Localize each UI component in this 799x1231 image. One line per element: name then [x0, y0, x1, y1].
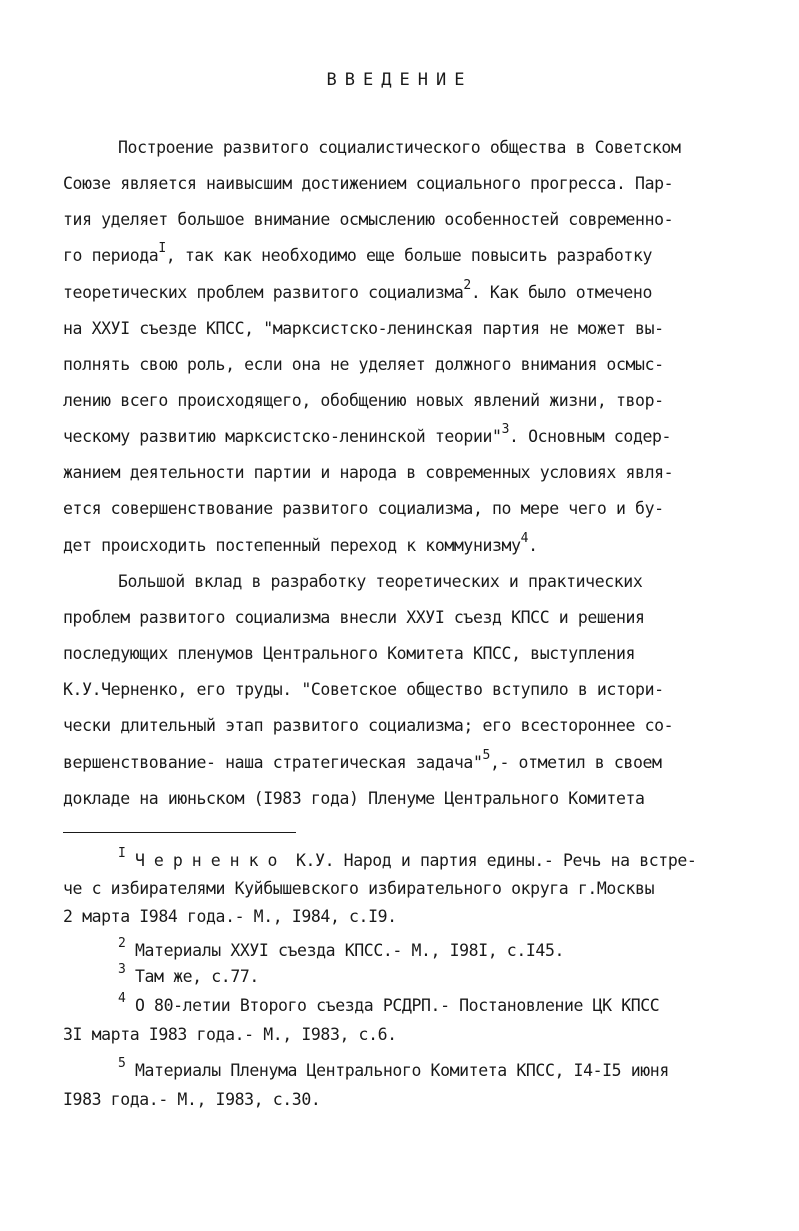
text-line: жанием деятельности партии и народа в современных условиях явля-	[63, 463, 674, 482]
footnote-1-line: 2 марта I984 года.- М., I984, с.I9.	[63, 907, 397, 926]
text-line: ется совершенствование развитого социализма, по мере чего и бу-	[63, 499, 664, 518]
footnote-ref: I	[158, 241, 166, 256]
footnote-ref: 4	[520, 531, 529, 546]
text-line: докладе на июньском (I983 года) Пленуме Центрального Комитета	[63, 789, 645, 808]
footnote-5-line: I983 года.- М., I983, с.30.	[63, 1090, 321, 1109]
text-line: чески длительный этап развитого социализма; его всестороннее со-	[63, 716, 674, 735]
footnote-1-line: че с избирателями Куйбышевского избирательного округа г.Москвы	[63, 879, 655, 898]
footnote-mark: 3	[118, 962, 126, 977]
text-line: Построение развитого социалистического общества в Советском	[118, 138, 681, 157]
footnote-5: $^5$ Материалы Пленума Центрального Комитета КПСС, I4-I5 июня	[118, 1056, 669, 1080]
text-line: го периода$^I$, так как необходимо еще больше повысить разработку	[63, 241, 653, 265]
text-line: вершенствование- наша стратегическая задача"$^5$,- отметил в своем	[63, 748, 662, 772]
footnote-ref: 3	[501, 422, 509, 437]
footnote-mark: 5	[118, 1056, 126, 1071]
text-line: на XXУI съезде КПСС, "марксистско-ленинская партия не может вы-	[63, 319, 664, 338]
text-line: полнять свою роль, если она не уделяет должного внимания осмыс-	[63, 355, 664, 374]
footnote-2: $^2$ Материалы XXУI съезда КПСС.- М., I98I, с.I45.	[118, 936, 565, 960]
footnote-4-line: 3I марта I983 года.- М., I983, с.6.	[63, 1025, 397, 1044]
footnote-mark: 4	[118, 991, 126, 1006]
page-title: ВВЕДЕНИЕ	[326, 70, 473, 90]
footnote-mark: 2	[118, 936, 126, 951]
footnote-author: Черненко	[134, 851, 287, 870]
text-line: тия уделяет большое внимание осмыслению особенностей современно-	[63, 210, 674, 229]
text-line: теоретических проблем развитого социализма$^2$. Как было отмечено	[63, 278, 653, 302]
text-line: дет происходить постепенный переход к коммунизму$^4$.	[63, 531, 538, 555]
text-line: Большой вклад в разработку теоретических и практических	[118, 572, 643, 591]
footnote-3: $^3$ Там же, с.77.	[118, 962, 259, 986]
footnote-1: $^I$ Черненко К.У. Народ и партия едины.- Речь на встре-	[118, 846, 697, 870]
footnote-4: $^4$ О 80-летии Второго съезда РСДРП.- Постановление ЦК КПСС	[118, 991, 660, 1015]
text-line: последующих пленумов Центрального Комитета КПСС, выступления	[63, 644, 636, 663]
text-line: ческому развитию марксистско-ленинской теории"$^3$. Основным содер-	[63, 422, 672, 446]
text-line: лению всего происходящего, обобщению новых явлений жизни, твор-	[63, 391, 664, 410]
footnote-ref: 5	[482, 748, 490, 763]
text-line: К.У.Черненко, его труды. "Советское общество вступило в истори-	[63, 680, 664, 699]
text-line: проблем развитого социализма внесли XXУI съезд КПСС и решения	[63, 608, 645, 627]
footnote-mark: I	[118, 846, 126, 861]
footnote-separator	[63, 832, 296, 833]
footnote-ref: 2	[463, 278, 471, 293]
text-line: Союзе является наивысшим достижением социального прогресса. Пар-	[63, 174, 674, 193]
